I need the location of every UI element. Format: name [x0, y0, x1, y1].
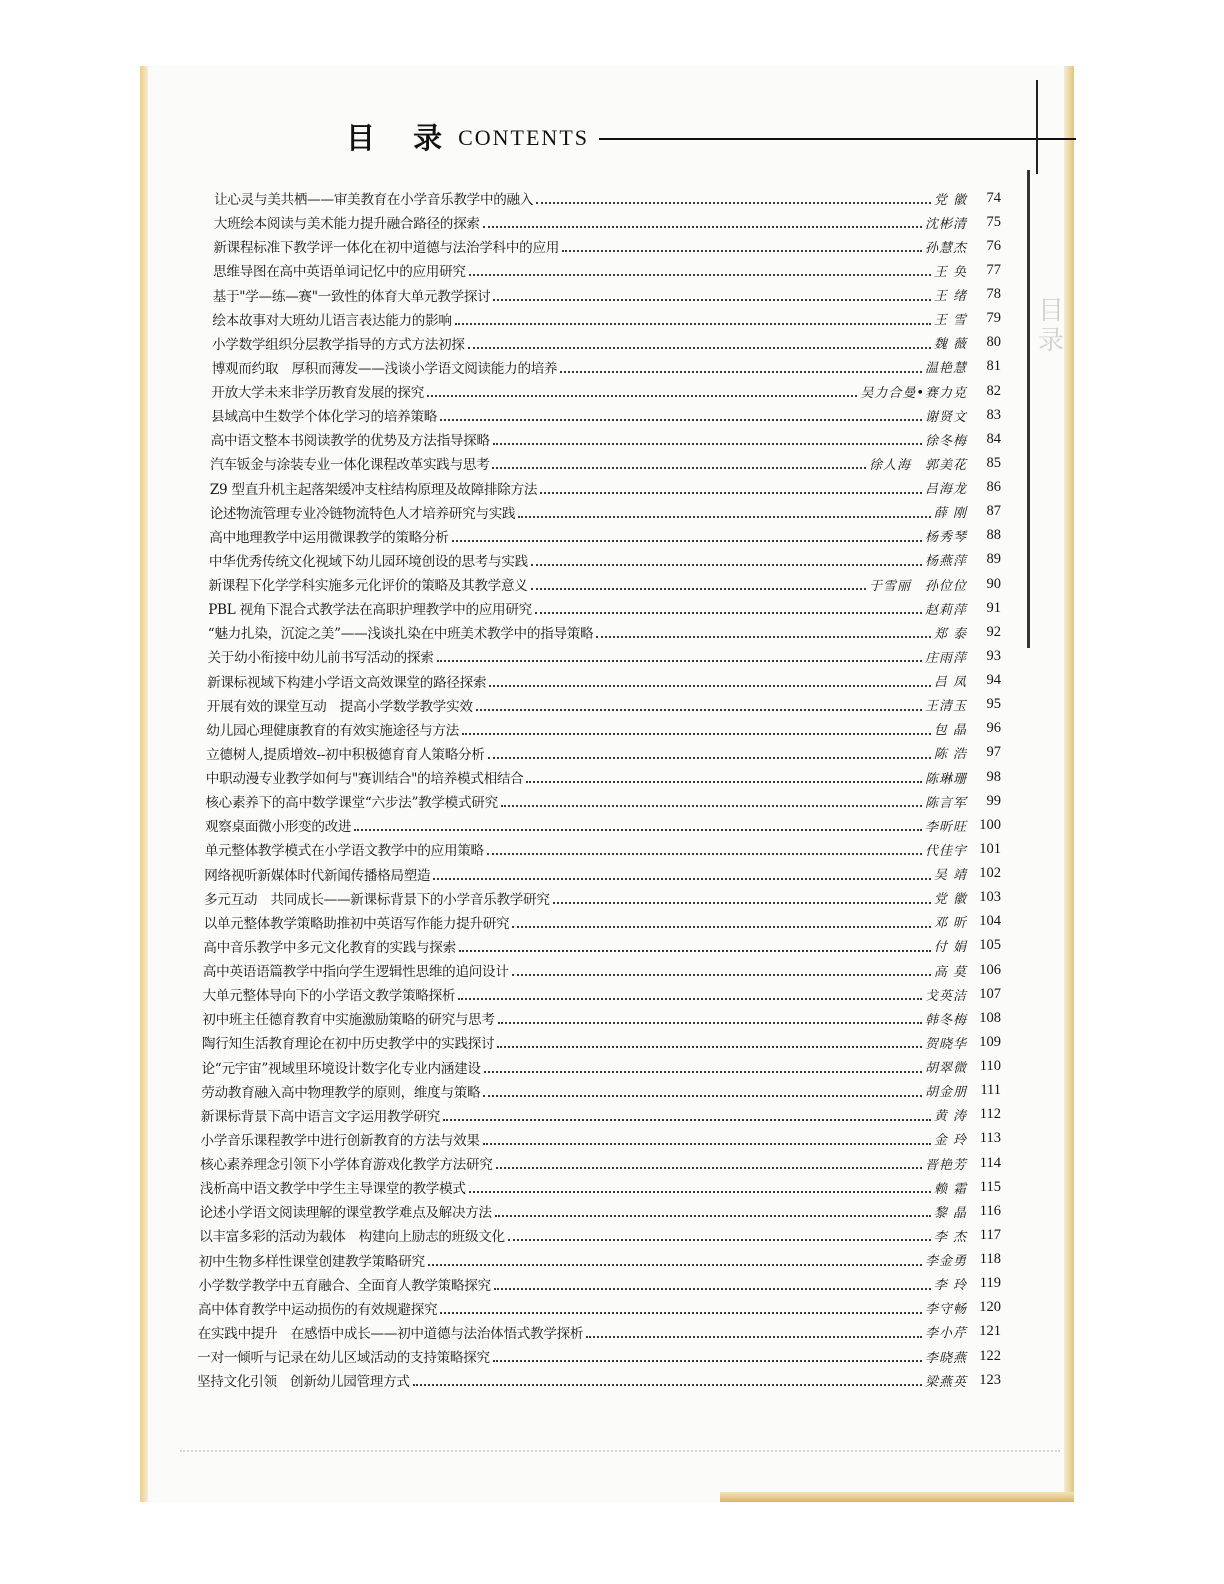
toc-entry — [197, 1368, 1001, 1392]
toc-entry-title: 核心素养理念引领下小学体育游戏化教学方法研究 — [200, 1157, 493, 1174]
leader-dots — [452, 530, 922, 542]
toc-entry-author: 赖 霜 — [933, 1181, 967, 1197]
toc-entry — [197, 1151, 1001, 1175]
toc-entry-author: 高 莫 — [933, 964, 967, 980]
toc-entry-title: 劳动教育融入高中物理教学的原则，维度与策略 — [201, 1084, 481, 1101]
leader-dots — [469, 264, 931, 276]
toc-entry-page: 112 — [979, 1106, 1001, 1123]
toc-entry — [197, 307, 1001, 331]
toc-entry — [197, 717, 1001, 741]
toc-entry-title: 小学音乐课程教学中进行创新教育的方法与效果 — [200, 1132, 480, 1149]
toc-entry-title: 论“元宇宙”视域里环境设计数字化专业内涵建设 — [201, 1060, 481, 1077]
toc-entry-page: 77 — [986, 261, 1001, 278]
toc-entry-author: 黄 涛 — [933, 1109, 967, 1125]
toc-entry-author: 胡金朋 — [924, 1085, 967, 1101]
toc-entry-title: 博观而约取 厚积而薄发——浅谈小学语文阅读能力的培养 — [211, 360, 558, 377]
toc-entry-author: 党 徽 — [933, 892, 967, 908]
leader-dots — [484, 1061, 922, 1073]
toc-entry-author: 薛 刚 — [933, 506, 967, 522]
toc-entry-title: 新课标背景下高中语言文字运用教学研究 — [200, 1108, 441, 1125]
toc-entry-page: 76 — [986, 237, 1001, 254]
leader-dots — [596, 626, 931, 638]
toc-entry — [197, 1175, 1001, 1199]
toc-entry-page: 120 — [979, 1299, 1001, 1316]
toc-entry — [197, 693, 1001, 717]
toc-entry-title: 新课程下化学学科实施多元化评价的策略及其教学意义 — [208, 578, 528, 595]
toc-entry — [197, 934, 1001, 958]
toc-entry-author: 邓 昕 — [933, 916, 967, 932]
toc-entry-title: 立德树人,提质增效--初中积极德育育人策略分析 — [206, 746, 485, 763]
toc-entry-author: 韩冬梅 — [924, 1012, 967, 1028]
toc-entry-page: 88 — [986, 527, 1001, 544]
toc-entry-author: 魏 薇 — [933, 337, 967, 353]
toc-entry — [197, 765, 1001, 789]
toc-entry-author: 孙慧杰 — [924, 240, 967, 256]
toc-entry-title: 初中班主任德育教育中实施激励策略的研究与思考 — [202, 1012, 495, 1029]
leader-dots — [440, 1302, 922, 1314]
toc-entry-page: 75 — [986, 213, 1001, 230]
leader-dots — [540, 482, 922, 494]
leader-dots — [459, 940, 931, 952]
leader-dots — [508, 1229, 931, 1241]
toc-entry-title: 开放大学未来非学历教育发展的探究 — [211, 385, 424, 402]
leader-dots — [483, 216, 922, 228]
toc-entry-page: 105 — [979, 937, 1001, 954]
contents-header — [346, 120, 1076, 156]
toc-entry-author: 庄雨萍 — [924, 650, 967, 666]
toc-entry-title: 思维导图在高中英语单词记忆中的应用研究 — [213, 264, 466, 281]
toc-entry — [197, 210, 1001, 234]
toc-entry-author: 吴 靖 — [933, 868, 967, 884]
leader-dots — [433, 868, 931, 880]
toc-entry-author: 温艳慧 — [924, 361, 967, 377]
toc-entry-author: 徐冬梅 — [924, 433, 967, 449]
toc-entry-author: 李晓燕 — [924, 1350, 967, 1366]
toc-entry-author: 李 玲 — [933, 1278, 967, 1294]
toc-entry-author: 吕 凤 — [933, 675, 967, 691]
toc-entry-author: 谢贤文 — [924, 409, 967, 425]
toc-entry — [197, 886, 1001, 910]
toc-entry-author: 梁燕英 — [924, 1374, 967, 1390]
leader-dots — [476, 699, 922, 711]
toc-entry — [197, 258, 1001, 282]
toc-entry-page: 99 — [986, 792, 1001, 809]
leader-dots — [493, 433, 922, 445]
toc-entry-page: 80 — [986, 334, 1001, 351]
toc-entry-author: 代佳宇 — [924, 843, 967, 859]
toc-entry-author: 陈琳珊 — [924, 771, 967, 787]
toc-entry-author: 杨秀琴 — [924, 530, 967, 546]
toc-entry-title: 让心灵与美共栖——审美教育在小学音乐教学中的融入 — [214, 192, 534, 209]
leader-dots — [427, 385, 857, 397]
cover-edge-bottom — [720, 1492, 1074, 1502]
page-title-cn: 目 录 — [346, 121, 457, 155]
leader-dots — [512, 964, 931, 976]
toc-entry-title: 核心素养下的高中数学课堂“六步法”教学模式研究 — [205, 795, 498, 812]
vertical-rule-top — [1036, 80, 1038, 174]
toc-entry-author: 王 雪 — [933, 313, 967, 329]
toc-entry-page: 86 — [986, 479, 1001, 496]
toc-entry-title: 幼儿园心理健康教育的有效实施途径与方法 — [206, 722, 459, 739]
page-title-en: CONTENTS — [458, 125, 589, 150]
toc-entry-author: 徐人海 郭美花 — [868, 457, 967, 473]
leader-dots — [518, 506, 931, 518]
toc-entry — [197, 234, 1001, 258]
leader-dots — [483, 1133, 931, 1145]
toc-entry-author: 李 杰 — [933, 1229, 967, 1245]
toc-entry — [197, 403, 1001, 427]
toc-entry — [197, 789, 1001, 813]
toc-entry-title: 关于幼小衔接中幼儿前书写活动的探索 — [207, 650, 434, 667]
leader-dots — [536, 192, 931, 204]
toc-entry — [197, 1103, 1001, 1127]
toc-entry-author: 于雪丽 孙位位 — [868, 578, 967, 594]
toc-entry — [197, 1006, 1001, 1030]
toc-entry-title: 高中语文整本书阅读教学的优势及方法指导探略 — [210, 433, 490, 450]
toc-entry-page: 74 — [986, 189, 1001, 206]
toc-entry-author: 吴力合曼•赛力克 — [860, 385, 967, 401]
toc-entry-title: 一对一倾听与记录在幼儿区域活动的支持策略探究 — [197, 1350, 490, 1367]
leader-dots — [526, 771, 922, 783]
leader-dots — [531, 554, 922, 566]
toc-entry-page: 121 — [979, 1323, 1001, 1340]
toc-entry-author: 晋艳芳 — [924, 1157, 967, 1173]
toc-entry-title: 初中生物多样性课堂创建教学策略研究 — [198, 1253, 425, 1270]
toc-entry-author: 李金勇 — [924, 1254, 967, 1270]
toc-entry — [197, 451, 1001, 475]
toc-entry-title: 新课程标准下教学评一体化在初中道德与法治学科中的应用 — [213, 240, 560, 257]
toc-entry-title: 县域高中生数学个体化学习的培养策略 — [211, 409, 437, 426]
toc-entry-author: 李昕旺 — [924, 819, 967, 835]
toc-entry — [197, 1030, 1001, 1054]
toc-entry — [197, 1127, 1001, 1151]
toc-entry — [197, 331, 1001, 355]
toc-entry-title: 小学数学组织分层教学指导的方式方法初探 — [212, 336, 465, 353]
leader-dots — [487, 843, 922, 855]
toc-entry-page: 102 — [979, 865, 1001, 882]
toc-entry — [197, 500, 1001, 524]
toc-entry-page: 81 — [986, 358, 1001, 375]
toc-entry-page: 87 — [986, 503, 1001, 520]
cover-edge-right — [1064, 66, 1074, 1502]
toc-entry-title: 新课标视域下构建小学语文高效课堂的路径探索 — [207, 674, 487, 691]
toc-entry-author: 黎 晶 — [933, 1205, 967, 1221]
toc-entry — [197, 1320, 1001, 1344]
toc-entry-page: 108 — [979, 1009, 1001, 1026]
toc-entry-title: 基于"学—练—赛"一致性的体育大单元教学探讨 — [212, 288, 491, 305]
vertical-rule-side — [1027, 170, 1030, 648]
toc-entry-title: 高中地理教学中运用微课教学的策略分析 — [209, 529, 449, 546]
toc-entry-title: 多元互动 共同成长——新课标背景下的小学音乐教学研究 — [204, 891, 550, 908]
toc-entry-title: 以丰富多彩的活动为载体 构建向上励志的班级文化 — [199, 1229, 505, 1246]
leader-dots — [443, 1109, 931, 1121]
leader-dots — [492, 457, 866, 469]
toc-entry-page: 97 — [986, 744, 1001, 761]
toc-entry-author: 吕海龙 — [924, 482, 967, 498]
leader-dots — [560, 361, 922, 373]
toc-entry-page: 117 — [979, 1226, 1001, 1243]
leader-dots — [455, 313, 931, 325]
toc-entry-page: 92 — [986, 623, 1001, 640]
toc-entry-page: 114 — [979, 1154, 1001, 1171]
toc-entry-page: 94 — [986, 672, 1001, 689]
leader-dots — [498, 1012, 922, 1024]
leader-dots — [437, 650, 922, 662]
leader-dots — [462, 723, 931, 735]
toc-entry-page: 91 — [986, 599, 1001, 616]
toc-entry-page: 119 — [979, 1275, 1001, 1292]
toc-entry-title: 中职动漫专业教学如何与"赛训结合"的培养模式相结合 — [205, 771, 524, 788]
toc-entry-author: 李小芹 — [924, 1326, 967, 1342]
toc-entry-author: 陈言军 — [924, 795, 967, 811]
toc-entry-author: 赵莉萍 — [924, 602, 967, 618]
toc-entry-title: 论述小学语文阅读理解的课堂教学难点及解决方法 — [199, 1205, 492, 1222]
toc-entry-title: 以单元整体教学策略助推初中英语写作能力提升研究 — [203, 915, 510, 932]
toc-entry-title: 陶行知生活教育理论在初中历史教学中的实践探讨 — [201, 1036, 495, 1053]
toc-entry-page: 83 — [986, 406, 1001, 423]
leader-dots — [440, 409, 922, 421]
toc-entry — [197, 669, 1001, 693]
toc-entry — [197, 186, 1001, 210]
leader-dots — [469, 1181, 931, 1193]
toc-entry — [197, 741, 1001, 765]
toc-entry-title: 高中体育教学中运动损伤的有效规避探究 — [198, 1301, 438, 1318]
leader-dots — [501, 795, 922, 807]
toc-entry-title: 坚持文化引领 创新幼儿园管理方式 — [197, 1374, 410, 1391]
toc-entry-title: 大班绘本阅读与美术能力提升融合路径的探索 — [213, 216, 480, 233]
toc-entry-title: PBL 视角下混合式教学法在高职护理教学中的应用研究 — [208, 602, 532, 619]
toc-entry — [197, 427, 1001, 451]
toc-entry-page: 123 — [979, 1371, 1001, 1388]
toc-entry-page: 89 — [986, 551, 1001, 568]
toc-entry-author: 郑 泰 — [933, 626, 967, 642]
leader-dots — [495, 1205, 931, 1217]
leader-dots — [562, 240, 922, 252]
toc-entry-page: 109 — [979, 1033, 1001, 1050]
leader-dots — [586, 1326, 922, 1338]
toc-entry-title: 单元整体教学模式在小学语文教学中的应用策略 — [204, 843, 484, 860]
leader-dots — [535, 602, 922, 614]
toc-entry-page: 78 — [986, 286, 1001, 303]
leader-dots — [493, 1350, 922, 1362]
toc-entry-page: 85 — [986, 454, 1001, 471]
leader-dots — [483, 1085, 922, 1097]
toc-entry-title: 绘本故事对大班幼儿语言表达能力的影响 — [212, 312, 452, 329]
toc-entry — [197, 837, 1001, 861]
leader-dots — [488, 747, 931, 759]
toc-entry-title: 网络视听新媒体时代新闻传播格局塑造 — [204, 867, 431, 884]
toc-entry-title: 论述物流管理专业冷链物流特色人才培养研究与实践 — [209, 505, 516, 522]
toc-entry-page: 93 — [986, 647, 1001, 664]
toc-entry-author: 贺晓华 — [924, 1036, 967, 1052]
toc-entry-page: 111 — [980, 1082, 1001, 1099]
leader-dots — [496, 1157, 922, 1169]
leader-dots — [512, 916, 931, 928]
toc-entry-page: 95 — [986, 696, 1001, 713]
toc-entry — [197, 572, 1001, 596]
toc-entry-author: 沈彬清 — [924, 216, 967, 232]
toc-entry-title: “魅力扎染，沉淀之美”——浅谈扎染在中班美术教学中的指导策略 — [207, 626, 594, 643]
leader-dots — [497, 1036, 922, 1048]
leader-dots — [428, 1254, 922, 1266]
toc-entry — [197, 524, 1001, 548]
leader-dots — [354, 819, 922, 831]
toc-entry-author: 陈 浩 — [933, 747, 967, 763]
toc-entry — [197, 813, 1001, 837]
leader-dots — [489, 675, 931, 687]
toc-entry-author: 王 绪 — [933, 289, 967, 305]
toc-entry-title: 在实践中提升 在感悟中成长——初中道德与法治体悟式教学探析 — [197, 1325, 584, 1342]
toc-entry — [197, 1079, 1001, 1103]
toc-entry — [197, 862, 1001, 886]
toc-entry-page: 101 — [979, 840, 1001, 857]
toc-entry — [197, 355, 1001, 379]
table-of-contents — [197, 186, 1001, 1392]
toc-entry-page: 82 — [986, 382, 1001, 399]
toc-entry-title: 大单元整体导向下的小学语文教学策略探析 — [202, 988, 456, 1005]
toc-entry — [197, 548, 1001, 572]
toc-entry-page: 110 — [979, 1058, 1001, 1075]
toc-entry — [197, 910, 1001, 934]
toc-entry-page: 104 — [979, 913, 1001, 930]
toc-entry-page: 106 — [979, 961, 1001, 978]
cover-edge-left — [140, 66, 148, 1502]
toc-entry-page: 90 — [986, 575, 1001, 592]
toc-entry-title: 开展有效的课堂互动 提高小学数学教学实效 — [206, 698, 473, 715]
toc-entry-page: 100 — [979, 816, 1001, 833]
toc-entry — [197, 982, 1001, 1006]
toc-entry — [197, 620, 1001, 644]
toc-entry — [197, 596, 1001, 620]
toc-entry — [197, 1344, 1001, 1368]
toc-entry-author: 包 晶 — [933, 723, 967, 739]
toc-entry-page: 107 — [979, 985, 1001, 1002]
toc-entry — [197, 1248, 1001, 1272]
toc-entry-page: 115 — [979, 1178, 1001, 1195]
toc-entry-title: 汽车钣金与涂装专业一体化课程改革实践与思考 — [210, 457, 490, 474]
leader-dots — [468, 337, 931, 349]
toc-entry — [197, 1223, 1001, 1247]
toc-entry — [197, 283, 1001, 307]
toc-entry-page: 118 — [979, 1251, 1001, 1268]
leader-dots — [553, 892, 931, 904]
toc-entry-author: 杨燕萍 — [924, 554, 967, 570]
toc-entry-author: 王清玉 — [924, 699, 967, 715]
toc-entry-author: 金 玲 — [933, 1133, 967, 1149]
toc-entry-page: 98 — [986, 768, 1001, 785]
leader-dots — [531, 578, 866, 590]
leader-dots — [458, 988, 922, 1000]
toc-entry-page: 103 — [979, 889, 1001, 906]
toc-entry-title: Z9 型直升机主起落架缓冲支柱结构原理及故障排除方法 — [209, 481, 538, 498]
toc-entry-author: 党 徽 — [933, 192, 967, 208]
toc-entry — [197, 1272, 1001, 1296]
toc-entry-author: 戈英洁 — [924, 988, 967, 1004]
toc-entry-author: 李守畅 — [924, 1302, 967, 1318]
title-rule — [599, 138, 1076, 140]
toc-entry-title: 高中英语语篇教学中指向学生逻辑性思维的追问设计 — [202, 964, 509, 981]
toc-entry-title: 高中音乐教学中多元文化教育的实践与探索 — [203, 939, 456, 956]
show-through-text: 目 录 — [1037, 296, 1064, 356]
toc-entry-author: 王 奂 — [933, 264, 967, 280]
toc-entry — [197, 476, 1001, 500]
toc-entry-title: 观察桌面微小形变的改进 — [205, 819, 352, 836]
toc-entry — [197, 1296, 1001, 1320]
toc-entry-author: 胡翠微 — [924, 1061, 967, 1077]
toc-entry — [197, 644, 1001, 668]
toc-entry-page: 79 — [986, 310, 1001, 327]
toc-entry-title: 中华优秀传统文化视域下幼儿园环境创设的思考与实践 — [208, 553, 528, 570]
toc-entry-author: 付 娟 — [933, 940, 967, 956]
toc-entry-title: 浅析高中语文教学中学生主导课堂的教学模式 — [199, 1181, 466, 1198]
toc-entry-page: 122 — [979, 1347, 1001, 1364]
toc-entry-title: 小学数学教学中五育融合、全面育人教学策略探究 — [198, 1277, 491, 1294]
toc-entry-page: 113 — [979, 1130, 1001, 1147]
toc-entry — [197, 958, 1001, 982]
leader-dots — [493, 289, 930, 301]
leader-dots — [413, 1374, 922, 1386]
leader-dots — [494, 1278, 931, 1290]
footer-rule — [180, 1450, 1060, 1452]
toc-entry — [197, 379, 1001, 403]
toc-entry-page: 96 — [986, 720, 1001, 737]
toc-entry — [197, 1199, 1001, 1223]
toc-entry-page: 116 — [979, 1202, 1001, 1219]
toc-entry — [197, 1055, 1001, 1079]
toc-entry-page: 84 — [986, 430, 1001, 447]
